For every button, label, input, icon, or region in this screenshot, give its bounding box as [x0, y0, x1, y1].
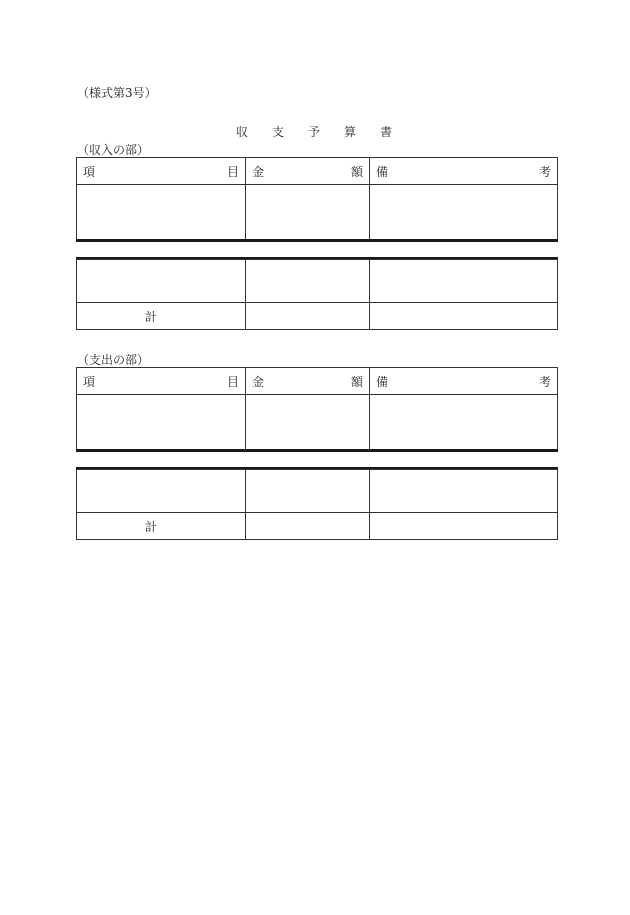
expense-amount-cell-2[interactable] — [246, 470, 370, 513]
income-header-item — [77, 158, 246, 185]
expense-break-line-top — [76, 449, 558, 452]
expense-amount-cell[interactable] — [246, 395, 370, 450]
income-header-row — [77, 158, 558, 185]
income-header-amount-right: 額 — [350, 164, 363, 179]
income-note-cell[interactable] — [370, 185, 558, 240]
document-title: 収 支 予 算 書 — [236, 125, 393, 139]
expense-item-cell-2[interactable] — [77, 470, 246, 513]
expense-header-note — [370, 368, 558, 395]
income-header-table — [76, 157, 558, 240]
income-header-amount — [246, 158, 370, 185]
income-break-line-top — [76, 239, 558, 242]
expense-header-item-left: 項 — [83, 374, 96, 389]
income-amount-cell-2[interactable] — [246, 260, 370, 303]
income-item-cell[interactable] — [77, 185, 246, 240]
income-header-note-left: 備 — [376, 164, 389, 179]
income-header-item-left: 項 — [83, 164, 96, 179]
expense-entry-row — [77, 395, 558, 450]
expense-header-row — [77, 368, 558, 395]
income-header-item-right: 目 — [226, 164, 239, 179]
income-header-amount-left: 金 — [252, 164, 265, 179]
expense-header-table — [76, 367, 558, 450]
expense-total-table — [76, 469, 558, 540]
expense-total-label: 計 — [77, 513, 246, 540]
expense-note-cell-2[interactable] — [370, 470, 558, 513]
form-number: （様式第3号） — [77, 86, 157, 100]
income-total-label: 計 — [77, 303, 246, 330]
expense-header-amount-right: 額 — [350, 374, 363, 389]
expense-total-note[interactable] — [370, 513, 558, 540]
income-entry-row — [77, 185, 558, 240]
income-total-note[interactable] — [370, 303, 558, 330]
expense-item-cell[interactable] — [77, 395, 246, 450]
expense-entry-row-2 — [77, 470, 558, 513]
expense-header-amount — [246, 368, 370, 395]
expense-total-row — [77, 513, 558, 540]
income-header-note-right: 考 — [538, 164, 551, 179]
income-note-cell-2[interactable] — [370, 260, 558, 303]
expense-header-note-right: 考 — [538, 374, 551, 389]
income-total-row — [77, 303, 558, 330]
income-amount-cell[interactable] — [246, 185, 370, 240]
expense-section-label: （支出の部） — [77, 353, 150, 367]
expense-header-amount-left: 金 — [252, 374, 265, 389]
expense-header-item-right: 目 — [226, 374, 239, 389]
income-section-label: （収入の部） — [77, 143, 150, 157]
expense-header-note-left: 備 — [376, 374, 389, 389]
income-total-amount[interactable] — [246, 303, 370, 330]
expense-note-cell[interactable] — [370, 395, 558, 450]
expense-total-amount[interactable] — [246, 513, 370, 540]
expense-header-item — [77, 368, 246, 395]
income-entry-row-2 — [77, 260, 558, 303]
income-total-table — [76, 259, 558, 330]
income-header-note — [370, 158, 558, 185]
income-item-cell-2[interactable] — [77, 260, 246, 303]
